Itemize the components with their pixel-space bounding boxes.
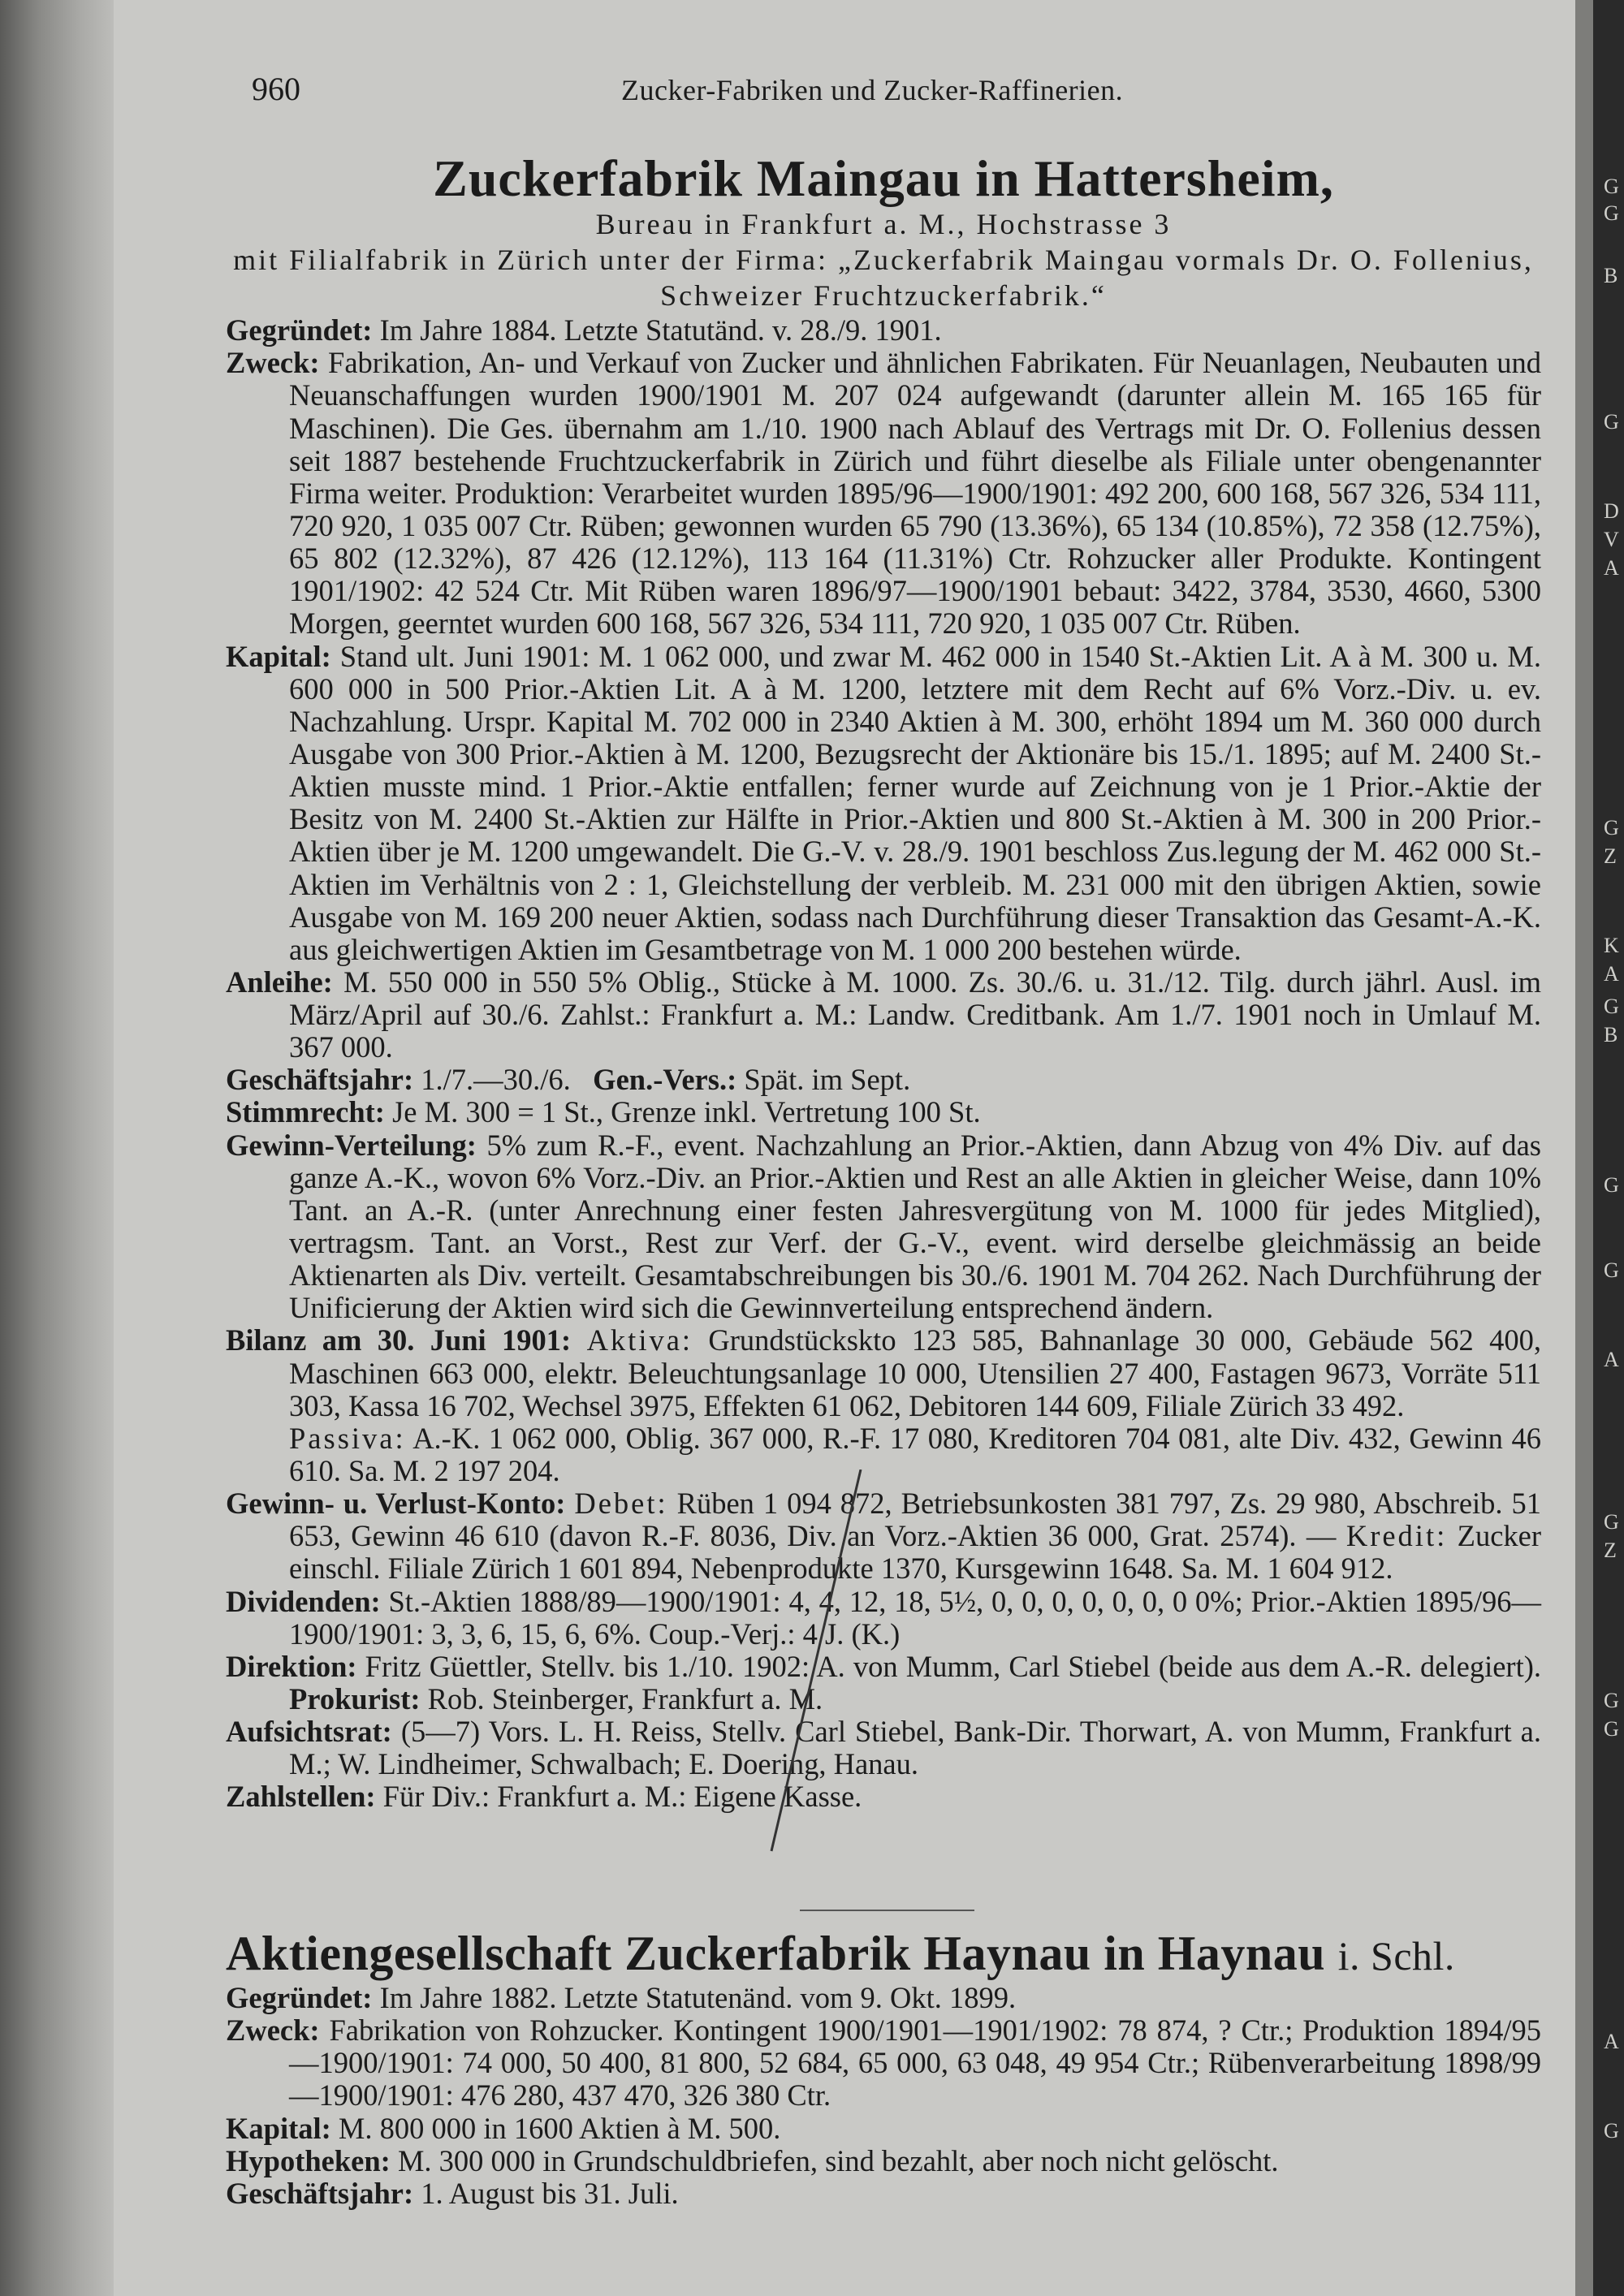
gutter-letter: G bbox=[1604, 1717, 1619, 1741]
section-kapital bbox=[226, 641, 1541, 966]
gutter-letter: D bbox=[1604, 499, 1619, 523]
section-label: Geschäftsjahr: bbox=[226, 2176, 414, 2210]
section-text: St.-Aktien 1888/89—1900/1901: 4, 4, 12, 18, 5½, 0, 0, 0, 0, 0, 0, 0 0%; Prior.-Aktien 1895/96—1900/1901: 3, 3, 6, 15, 6, 6%. Coup.-Verj.: 4 J. (K.) bbox=[289, 1584, 1542, 1651]
gutter-letter: G bbox=[1604, 816, 1619, 839]
section-text: Stand ult. Juni 1901: M. 1 062 000, und zwar M. 462 000 in 1540 St.-Aktien Lit. A à M. 300 u. M. 600 000 in 500 Prior.-Aktien Lit. A à M. 1200, letztere mit dem Recht auf 6% Vorz.-Div. u. ev. Nachzahlung. Urspr. Kapital M. 702 000 in 2340 Aktien à M. 300, erhöht 1894 um M. 360 000 durch Ausgabe von 300 Prior.-Aktien à M. 1200, Bezugsrecht der Aktionäre bis 15./1. 1895; auf M. 2400 St.-Aktien musste mind. 1 Prior.-Aktie entfallen; ferner wurde auf Zeichnung von je 1 Prior.-Aktie der Besitz von M. 2400 St.-Aktien zur Hälfte in Prior.-Aktien und 800 St.-Aktien à M. 300 in 200 Prior.-Aktien über je M. 1200 umgewandelt. Die G.-V. v. 28./9. 1901 beschloss Zus.legung der M. 462 000 St.-Aktien im Verhältnis von 2 : 1, Gleichstellung der verbleib. M. 231 000 mit den übrigen Aktien, sowie Ausgabe von M. 169 200 neuer Aktien, sodass nach Durchführung dieser Transaktion das Gesamt-A.-K. aus gleichwertigen Aktien im Gesamtbetrage von M. 1 000 200 bestehen würde. bbox=[289, 639, 1542, 966]
section-label: Bilanz am 30. Juni 1901: bbox=[226, 1323, 572, 1357]
company-title: Zuckerfabrik Maingau in Hattersheim, bbox=[433, 149, 1334, 207]
section-text: Rob. Steinberger, Frankfurt a. M. bbox=[427, 1682, 823, 1716]
section-text: Im Jahre 1884. Letzte Statutänd. v. 28./9. 1901. bbox=[379, 313, 942, 347]
section-text: Für Div.: Frankfurt a. M.: Eigene Kasse. bbox=[382, 1780, 862, 1814]
section-label: Gegründet: bbox=[226, 1981, 373, 2014]
section-bilanz bbox=[226, 1324, 1541, 1422]
section-label: Kapital: bbox=[226, 2111, 331, 2145]
section-text: Grundstückskto 123 585, Bahnanlage 30 000, Gebäude 562 400, Maschinen 663 000, elektr. Beleuchtungsanlage 10 000, Utensilien 27 400, Fastagen 9673, Vorräte 511 303, Kassa 16 702, Wechsel 3975, Effekten 61 062, Debitoren 144 609, Filiale Zürich 33 492. bbox=[289, 1323, 1542, 1422]
gutter-letter: G bbox=[1604, 175, 1619, 198]
filial-line: mit Filialfabrik in Zürich unter der Firma: „Zuckerfabrik Maingau vormals Dr. O. Follenius, Schweizer Fruchtzuckerfabrik.“ bbox=[233, 244, 1534, 313]
gutter-letter: G bbox=[1604, 1258, 1619, 1282]
section-text: Zucker einschl. Filiale Zürich 1 601 894, Nebenprodukte 1370, Kursgewinn 1648. Sa. M. 1 604 912. bbox=[289, 1519, 1542, 1586]
section-hypotheken bbox=[226, 2145, 1541, 2177]
company-title-suffix: i. Schl. bbox=[1337, 1933, 1455, 1979]
gutter-letter: G bbox=[1604, 995, 1619, 1018]
section-label: Zweck: bbox=[226, 346, 320, 380]
section-zweck bbox=[226, 2014, 1541, 2112]
section-label: Gen.-Vers.: bbox=[593, 1063, 737, 1097]
section-sublabel: Kredit: bbox=[1345, 1519, 1448, 1553]
section-text: A.-K. 1 062 000, Oblig. 367 000, R.-F. 17 080, Kreditoren 704 081, alte Div. 432, Gewinn 46 610. Sa. M. 2 197 204. bbox=[289, 1421, 1541, 1488]
section-label: Prokurist: bbox=[289, 1682, 421, 1716]
gutter-letter: B bbox=[1604, 264, 1618, 287]
gutter-letter: Z bbox=[1604, 844, 1617, 868]
gutter-letter: A bbox=[1604, 2030, 1619, 2053]
section-text: 1. August bis 31. Juli. bbox=[421, 2176, 679, 2210]
company-title bbox=[226, 1926, 1541, 1982]
gutter-letter: G bbox=[1604, 201, 1619, 225]
bureau-line: Bureau in Frankfurt a. M., Hochstrasse 3 bbox=[595, 208, 1172, 241]
entry-haynau bbox=[226, 1926, 1541, 2210]
section-label: Gegründet: bbox=[226, 313, 373, 347]
company-title-main: Aktiengesellschaft Zuckerfabrik Haynau in Haynau bbox=[226, 1927, 1326, 1980]
page-edge-strip bbox=[1575, 0, 1593, 2296]
section-geschaeftsjahr bbox=[226, 2177, 1541, 2210]
section-sublabel: Debet: bbox=[574, 1487, 668, 1521]
gutter-letter: G bbox=[1604, 1510, 1619, 1534]
gutter-letter: A bbox=[1604, 962, 1619, 986]
section-text: M. 300 000 in Grundschuldbriefen, sind bezahlt, aber noch nicht gelöscht. bbox=[397, 2143, 1279, 2177]
section-text: (5—7) Vors. L. H. Reiss, Stellv. Carl Stiebel, Bank-Dir. Thorwart, A. von Mumm, Frankfurt a. M.; W. Lindheimer, Schwalbach; E. Doering, Hanau. bbox=[289, 1715, 1542, 1781]
section-label: Geschäftsjahr: bbox=[226, 1063, 414, 1097]
gutter-letter: B bbox=[1604, 1023, 1618, 1047]
gutter-letter: K bbox=[1604, 934, 1619, 957]
section-label: Kapital: bbox=[226, 639, 331, 673]
section-sublabel: Aktiva: bbox=[586, 1323, 693, 1357]
section-text: Fritz Güettler, Stellv. bis 1./10. 1902: A. von Mumm, Carl Stiebel (beide aus dem A.-R. delegiert). bbox=[365, 1649, 1541, 1683]
gutter-letter: A bbox=[1604, 1348, 1619, 1371]
section-text: Fabrikation, An- und Verkauf von Zucker und ähnlichen Fabrikaten. Für Neuanlagen, Neubauten und Neuanschaffungen wurden 1900/1901 M. 207 024 aufgewandt (darunter allein M. 165 165 für Maschinen). Die Ges. übernahm am 1./10. 1900 nach Ablauf des Vertrags mit Dr. O. Follenius dessen seit 1887 bestehende Fruchtzuckerfabrik in Zürich und führt dieselbe als Filiale unter obengenannter Firma weiter. Produktion: Verarbeitet wurden 1895/96—1900/1901: 492 200, 600 168, 567 326, 534 111, 720 920, 1 035 007 Ctr. Rüben; gewonnen wurden 65 790 (13.36%), 65 134 (10.85%), 72 358 (12.75%), 65 802 (12.32%), 87 426 (12.12%), 113 164 (11.31%) Ctr. Rohzucker aller Produkte. Kontingent 1901/1902: 42 524 Ctr. Mit Rüben waren 1896/97—1900/1901 bebaut: 3422, 3784, 3530, 4660, 5300 Morgen, geerntet wurden 600 168, 567 326, 534 111, 720 920, 1 035 007 Ctr. Rüben. bbox=[289, 346, 1542, 641]
section-zweck bbox=[226, 347, 1541, 640]
section-label: Stimmrecht: bbox=[226, 1095, 385, 1129]
gutter-letter: A bbox=[1604, 556, 1619, 580]
section-gewinn-verteilung bbox=[226, 1129, 1541, 1325]
section-label: Zweck: bbox=[226, 2013, 320, 2048]
section-text: Fabrikation von Rohzucker. Kontingent 1900/1901—1901/1902: 78 874, ? Ctr.; Produktion 1894/95—1900/1901: 74 000, 50 400, 81 800, 52 684, 65 000, 63 048, 49 954 Ctr.; Rübenverarbeitung 1898/99—1900/1901: 476 280, 437 470, 326 380 Ctr. bbox=[289, 2013, 1542, 2113]
gutter-letter: G bbox=[1604, 410, 1619, 434]
binding-shadow bbox=[0, 0, 114, 2296]
section-anleihe bbox=[226, 966, 1541, 1064]
section-text: 1./7.—30./6. bbox=[421, 1063, 571, 1097]
section-text: M. 800 000 in 1600 Aktien à M. 500. bbox=[338, 2111, 781, 2145]
section-label: Aufsichtsrat: bbox=[226, 1715, 392, 1749]
gutter-letter: G bbox=[1604, 1689, 1619, 1712]
section-text: 5% zum R.-F., event. Nachzahlung an Prior.-Aktien, dann Abzug von 4% Div. auf das ganze A.-K., wovon 6% Vorz.-Div. an Prior.-Aktien und Rest an alle Aktien in gleicher Weise, dann 10% Tant. an A.-R. (unter Anrechnung einer festen Jahresvergütung von M. 1000 für jedes Mitglied), vertragsm. Tant. an Vorst., Rest zur Verf. der G.-V., event. wird derselbe gleichmässig an beide Aktienarten als Div. verteilt. Gesamtabschreibungen bis 30./6. 1901 M. 704 262. Nach Durchführung der Unificierung der Aktien wird sich die Gewinnverteilung entsprechend ändern. bbox=[289, 1128, 1541, 1325]
entry-separator bbox=[800, 1910, 974, 1911]
section-gegruendet bbox=[226, 314, 1541, 347]
section-text: Rüben 1 094 872, Betriebsunkosten 381 797, Zs. 29 980, Abschreib. 51 653, Gewinn 46 610 (davon R.-F. 8036, Div. an Vorz.-Aktien 36 000, Grat. 2574). — bbox=[289, 1487, 1542, 1553]
section-label: Direktion: bbox=[226, 1649, 357, 1683]
section-text: M. 550 000 in 550 5% Oblig., Stücke à M. 1000. Zs. 30./6. u. 31./12. Tilg. durch jährl. Ausl. im März/April auf 30./6. Zahlst.: Frankfurt a. M.: Landw. Creditbank. Am 1./7. 1901 noch in Umlauf M. 367 000. bbox=[289, 965, 1541, 1064]
section-stimmrecht bbox=[226, 1096, 1541, 1129]
gutter-letter: Z bbox=[1604, 1539, 1617, 1562]
section-geschaeftsjahr bbox=[226, 1064, 1541, 1096]
gutter-letter: V bbox=[1604, 528, 1619, 551]
section-label: Dividenden: bbox=[226, 1584, 381, 1618]
section-label: Gewinn- u. Verlust-Konto: bbox=[226, 1487, 566, 1521]
section-text: Spät. im Sept. bbox=[744, 1063, 911, 1097]
section-label: Hypotheken: bbox=[226, 2143, 391, 2177]
gutter-letter: G bbox=[1604, 2119, 1619, 2143]
page-number: 960 bbox=[252, 71, 300, 107]
section-text: Je M. 300 = 1 St., Grenze inkl. Vertretung 100 St. bbox=[392, 1095, 981, 1129]
section-sublabel: Passiva: bbox=[289, 1421, 406, 1455]
gutter-letter: G bbox=[1604, 1173, 1619, 1197]
running-head-title: Zucker-Fabriken und Zucker-Raffinerien. bbox=[621, 74, 1124, 106]
pencil-mark bbox=[739, 1470, 909, 1859]
section-label: Zahlstellen: bbox=[226, 1780, 376, 1814]
section-label: Anleihe: bbox=[226, 965, 333, 999]
section-label: Gewinn-Verteilung: bbox=[226, 1128, 477, 1162]
section-text: Im Jahre 1882. Letzte Statutenänd. vom 9. Okt. 1899. bbox=[379, 1981, 1017, 2014]
section-gegruendet bbox=[226, 1982, 1541, 2014]
section-kapital bbox=[226, 2113, 1541, 2145]
